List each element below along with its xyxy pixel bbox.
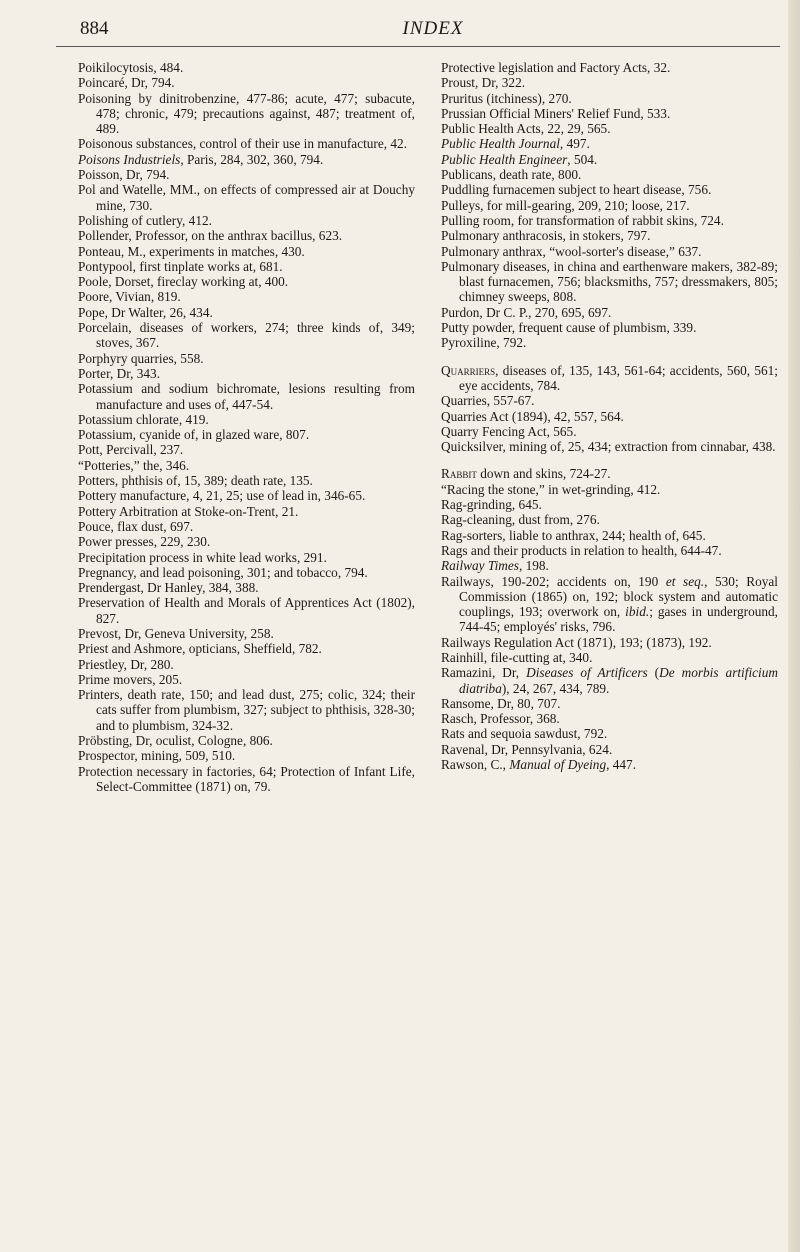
index-entry: Public Health Acts, 22, 29, 565. (441, 121, 611, 137)
index-entry: Printers, death rate, 150; and lead dust, 275; colic, 324; their cats suffer from plumbism, 327; subject to phthisis, 328-30; and to plumbism, 324-32. (78, 687, 415, 733)
index-entry: Rag-sorters, liable to anthrax, 244; health of, 645. (441, 527, 706, 543)
right-column (441, 60, 778, 794)
index-entry: Prospector, mining, 509, 510. (78, 748, 236, 764)
index-entry: Porter, Dr, 343. (78, 365, 161, 381)
index-entry: Rag-grinding, 645. (441, 497, 542, 513)
index-entry: Poore, Vivian, 819. (78, 289, 181, 305)
index-entry: Prime movers, 205. (78, 671, 183, 687)
index-entry: Pregnancy, and lead poisoning, 301; and tobacco, 794. (78, 564, 368, 580)
index-entry: Purdon, Dr C. P., 270, 695, 697. (441, 304, 612, 320)
index-entry: Power presses, 229, 230. (78, 534, 211, 550)
index-entry: Pröbsting, Dr, oculist, Cologne, 806. (78, 733, 273, 749)
index-entry: Potassium, cyanide of, in glazed ware, 807. (78, 427, 310, 443)
index-entry: Prevost, Dr, Geneva University, 258. (78, 625, 274, 641)
index-entry: Quarries Act (1894), 42, 557, 564. (441, 408, 624, 424)
page-header (56, 18, 780, 48)
index-entry: Pouce, flax dust, 697. (78, 518, 194, 534)
index-entry: Potassium chlorate, 419. (78, 411, 209, 427)
index-entry: Railways, 190-202; accidents on, 190 et seq., 530; Royal Commission (1865) on, 192; block system and automatic couplings, 193; overwork on, ibid.; gases in underground, 744-45; employés' risks, 796. (441, 573, 778, 635)
index-entry: Pollender, Professor, on the anthrax bacillus, 623. (78, 228, 343, 244)
index-entry: Pott, Percivall, 237. (78, 442, 184, 458)
index-entry: Poisson, Dr, 794. (78, 167, 170, 183)
index-entry: Ponteau, M., experiments in matches, 430. (78, 243, 305, 259)
index-entry: Poisoning by dinitrobenzine, 477-86; acute, 477; subacute, 478; chronic, 479; precautions against, 487; treatment of, 489. (78, 90, 415, 137)
index-entry: Porphyry quarries, 558. (78, 350, 204, 366)
index-entry: Quarries, 557-67. (441, 393, 535, 409)
page-number: 884 (80, 18, 109, 39)
index-entry: Pottery manufacture, 4, 21, 25; use of lead in, 346-65. (78, 488, 366, 504)
index-entry: Pruritus (itchiness), 270. (441, 90, 572, 106)
index-entry: Pol and Watelle, MM., on effects of compressed air at Douchy mine, 730. (78, 182, 415, 213)
page-edge (788, 0, 800, 1252)
index-entry: Precipitation process in white lead works, 291. (78, 549, 327, 565)
index-entry: Putty powder, frequent cause of plumbism, 339. (441, 320, 697, 336)
index-entry: Rainhill, file-cutting at, 340. (441, 649, 593, 665)
index-entry: Pottery Arbitration at Stoke-on-Trent, 21. (78, 503, 299, 519)
index-entry: Poincaré, Dr, 794. (78, 75, 175, 91)
index-entry: Rats and sequoia sawdust, 792. (441, 726, 608, 742)
index-entry: Quarry Fencing Act, 565. (441, 423, 577, 439)
index-entry: Pontypool, first tinplate works at, 681. (78, 258, 283, 274)
index-entry: Prussian Official Miners' Relief Fund, 533. (441, 105, 671, 121)
index-entry: Potassium and sodium bichromate, lesions resulting from manufacture and uses of, 447-54. (78, 381, 415, 412)
index-entry: Preservation of Health and Morals of Apprentices Act (1802), 827. (78, 595, 415, 626)
index-entry: Rawson, C., Manual of Dyeing, 447. (441, 757, 637, 773)
running-title: INDEX (402, 18, 464, 39)
index-entry: Railways Regulation Act (1871), 193; (1873), 192. (441, 634, 712, 650)
index-entry: Public Health Journal, 497. (441, 136, 590, 152)
index-entry: Publicans, death rate, 800. (441, 167, 582, 183)
index-entry: Prendergast, Dr Hanley, 384, 388. (78, 580, 259, 596)
index-entry: Poisons Industriels, Paris, 284, 302, 360, 794. (78, 151, 324, 167)
index-entry: “Potteries,” the, 346. (78, 457, 190, 473)
header-rule (56, 46, 780, 47)
index-entry: Poole, Dorset, fireclay working at, 400. (78, 274, 289, 290)
index-entry: Pulmonary anthracosis, in stokers, 797. (441, 228, 651, 244)
left-column (78, 60, 415, 794)
index-entry: Priest and Ashmore, opticians, Sheffield, 782. (78, 641, 322, 657)
index-entry: Protective legislation and Factory Acts, 32. (441, 60, 671, 75)
index-entry: Pulmonary anthrax, “wool-sorter's disease,” 637. (441, 243, 702, 259)
index-entry: Pyroxiline, 792. (441, 335, 527, 351)
index-entry: Proust, Dr, 322. (441, 75, 526, 91)
index-entry: Public Health Engineer, 504. (441, 151, 598, 167)
index-entry: Rabbit down and skins, 724-27. (441, 466, 611, 482)
index-entry: Pope, Dr Walter, 26, 434. (78, 304, 213, 320)
index-entry: Rags and their products in relation to health, 644-47. (441, 542, 722, 558)
index-entry: Ransome, Dr, 80, 707. (441, 695, 561, 711)
index-entry: Pulleys, for mill-gearing, 209, 210; loose, 217. (441, 197, 690, 213)
index-entry: “Racing the stone,” in wet-grinding, 412. (441, 481, 661, 497)
index-entry: Puddling furnacemen subject to heart disease, 756. (441, 182, 712, 198)
index-entry: Poisonous substances, control of their use in manufacture, 42. (78, 136, 408, 152)
index-entry: Porcelain, diseases of workers, 274; three kinds of, 349; stoves, 367. (78, 320, 415, 351)
index-entry: Poikilocytosis, 484. (78, 60, 184, 75)
index-body (78, 60, 778, 794)
index-entry: Protection necessary in factories, 64; Protection of Infant Life, Select-Committee (1871) on, 79. (78, 763, 415, 794)
index-entry: Pulmonary diseases, in china and earthenware makers, 382-89; blast furnacemen, 756; blacksmiths, 757; dressmakers, 805; chimney sweeps, 808. (441, 258, 778, 305)
index-entry: Priestley, Dr, 280. (78, 656, 174, 672)
index-entry: Quicksilver, mining of, 25, 434; extraction from cinnabar, 438. (441, 439, 776, 455)
index-entry: Quarriers, diseases of, 135, 143, 561-64; accidents, 560, 561; eye accidents, 784. (441, 362, 778, 393)
index-entry: Pulling room, for transformation of rabbit skins, 724. (441, 212, 724, 228)
index-entry: Potters, phthisis of, 15, 389; death rate, 135. (78, 473, 313, 489)
index-entry: Polishing of cutlery, 412. (78, 212, 212, 228)
index-entry: Rag-cleaning, dust from, 276. (441, 512, 600, 528)
index-entry: Ravenal, Dr, Pennsylvania, 624. (441, 741, 613, 757)
index-entry: Rasch, Professor, 368. (441, 711, 560, 727)
index-entry: Railway Times, 198. (441, 558, 549, 574)
index-entry: Ramazini, Dr, Diseases of Artificers (De morbis artificium diatriba), 24, 267, 434, 789. (441, 665, 778, 696)
